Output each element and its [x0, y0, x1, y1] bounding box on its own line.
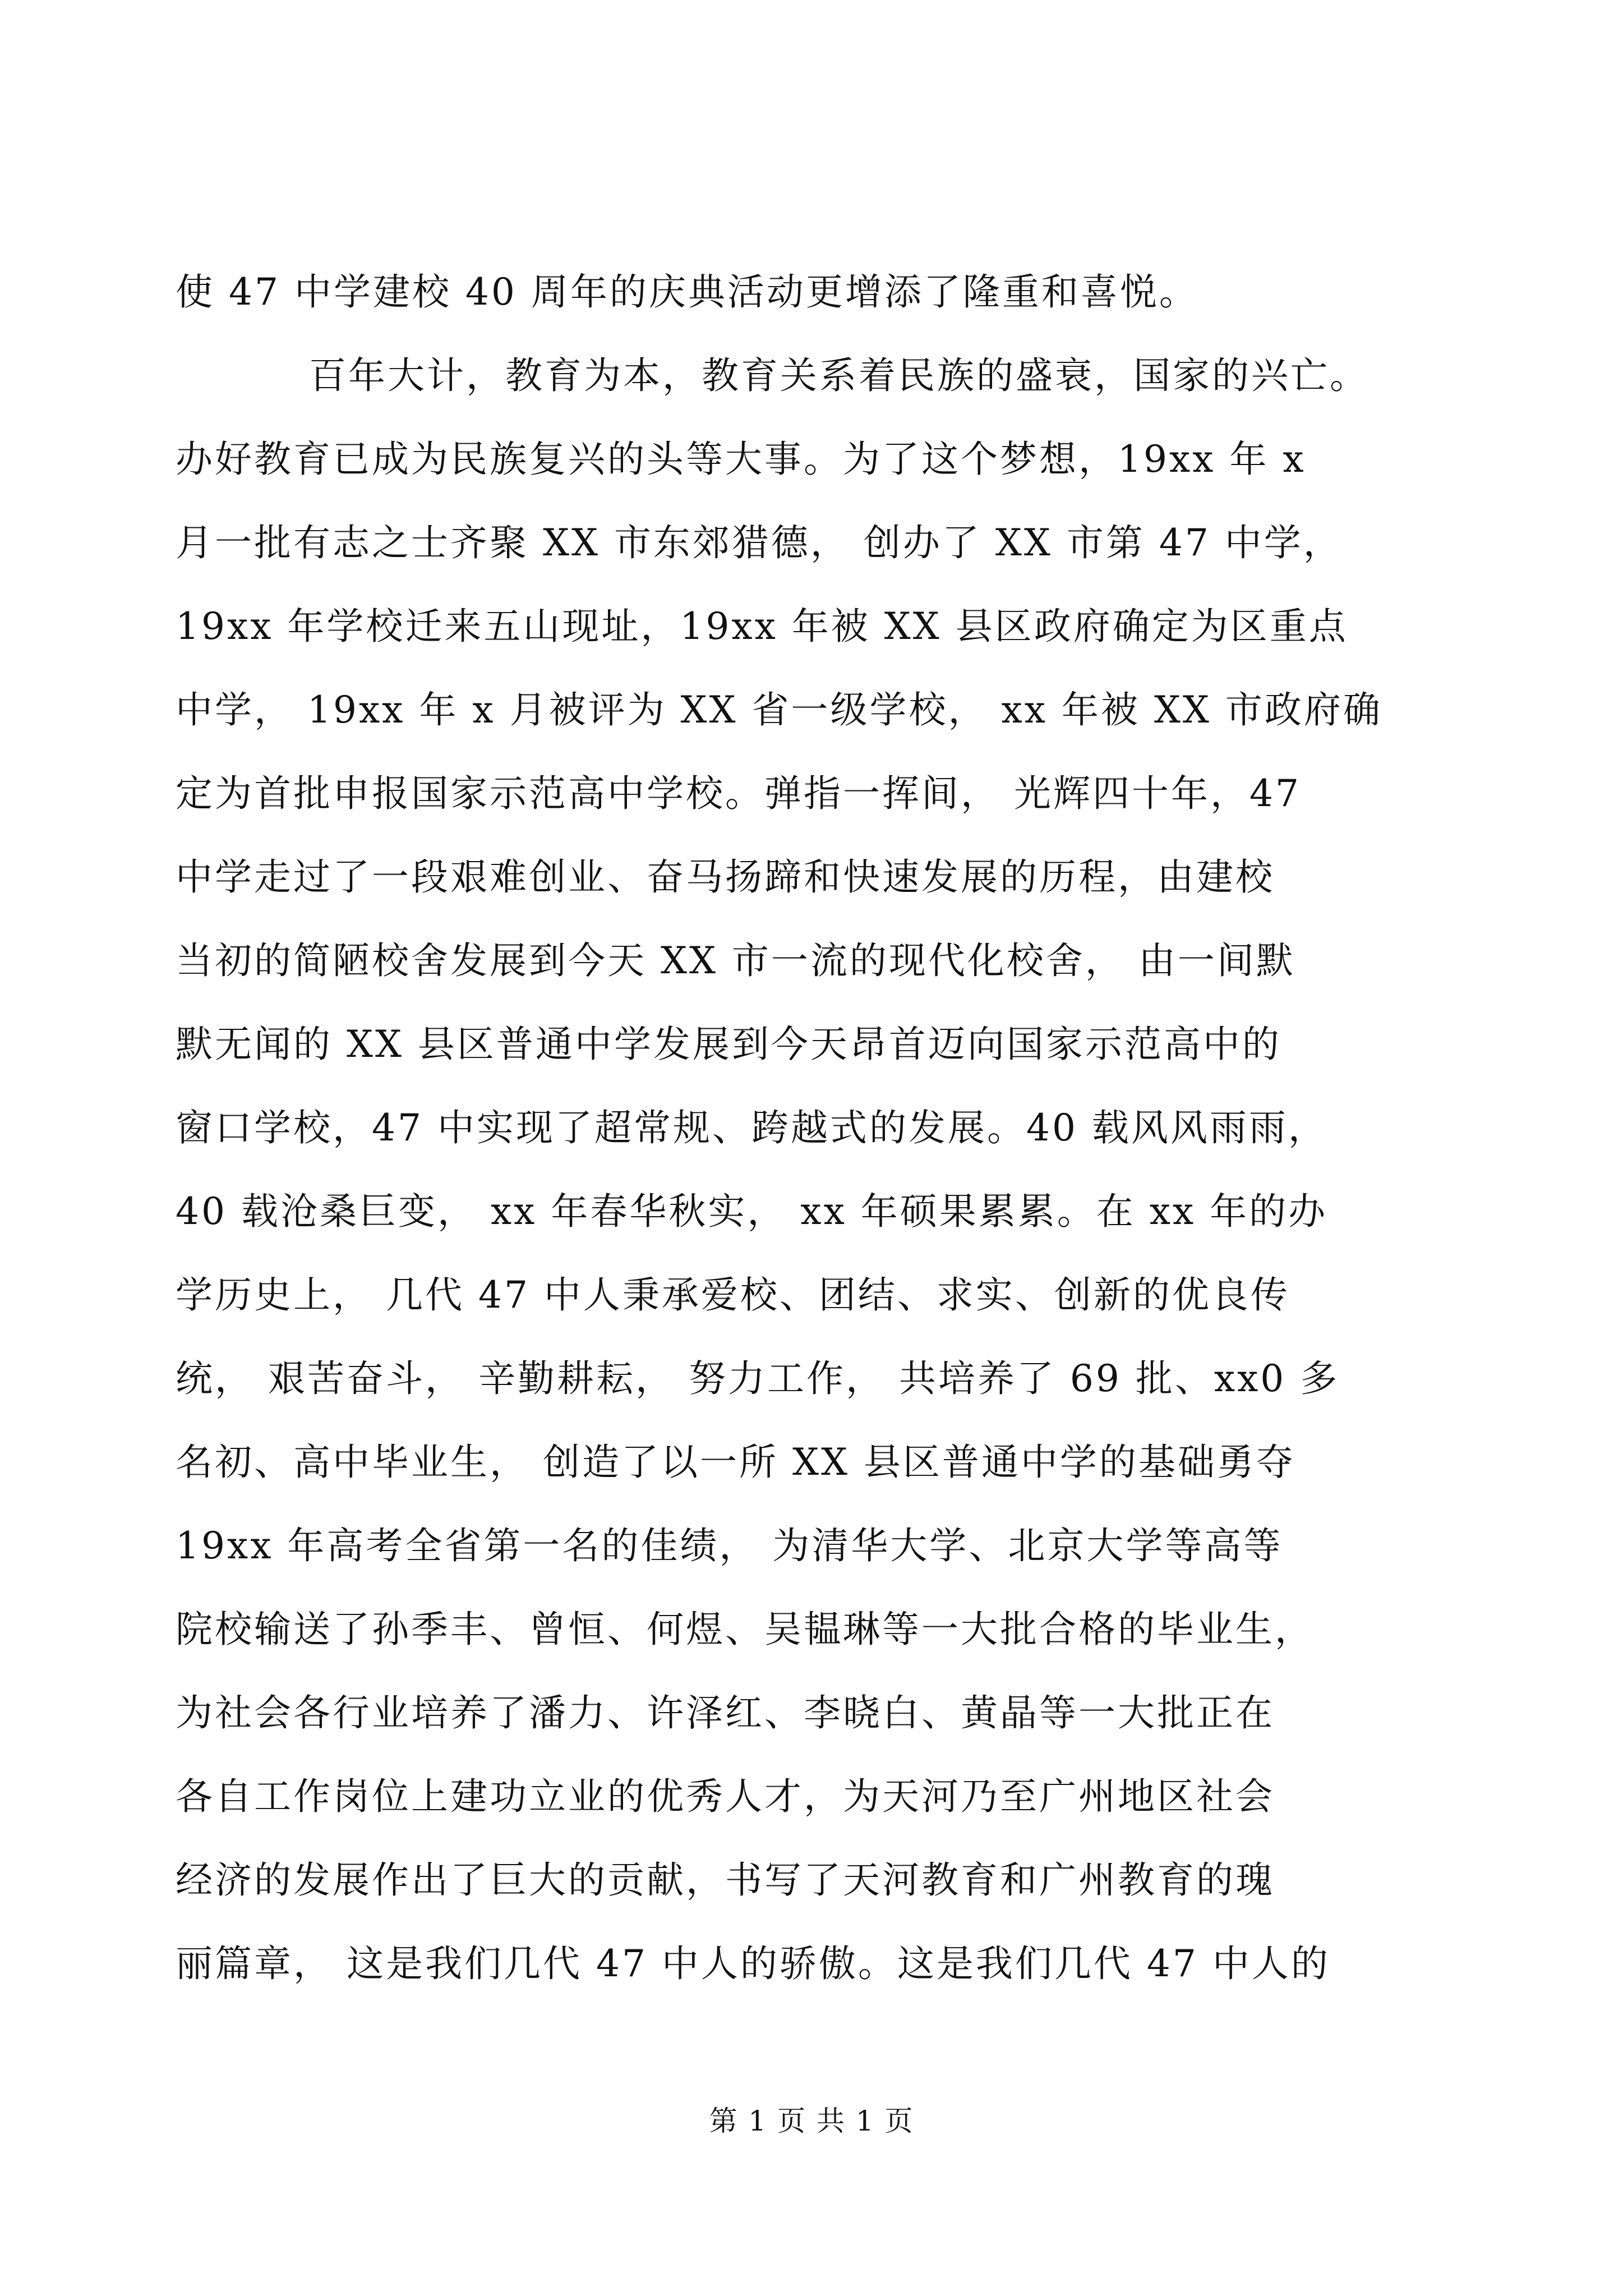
text-line: 定为首批申报国家示范高中学校。弹指一挥间， 光辉四十年，47	[176, 772, 1301, 815]
body-text	[176, 250, 1443, 2005]
text-line: 19xx 年高考全省第一名的佳绩， 为清华大学、北京大学等高等	[176, 1524, 1283, 1567]
text-line: 40 载沧桑巨变， xx 年春华秋实， xx 年硕果累累。在 xx 年的办	[176, 1190, 1328, 1233]
text-line: 使 47 中学建校 40 周年的庆典活动更增添了隆重和喜悦。	[176, 270, 1198, 314]
paragraph-first-line: 百年大计，教育为本，教育关系着民族的盛衰，国家的兴亡。	[309, 354, 1369, 397]
text-line: 学历史上， 几代 47 中人秉承爱校、团结、求实、创新的优良传	[176, 1273, 1290, 1317]
text-line: 办好教育已成为民族复兴的头等大事。为了这个梦想，19xx 年 x	[176, 438, 1306, 481]
page-footer	[0, 2101, 1623, 2141]
text-line: 院校输送了孙季丰、曾恒、何煜、吴韫琳等一大批合格的毕业生，	[176, 1608, 1314, 1651]
page-number-label: 第 1 页 共 1 页	[709, 2105, 914, 2137]
text-line: 经济的发展作出了巨大的贡献，书写了天河教育和广州教育的瑰	[176, 1858, 1275, 1902]
text-line: 中学走过了一段艰难创业、奋马扬蹄和快速发展的历程，由建校	[176, 855, 1275, 899]
text-line: 为社会各行业培养了潘力、许泽红、李晓白、黄晶等一大批正在	[176, 1691, 1275, 1734]
text-line: 中学， 19xx 年 x 月被评为 XX 省一级学校， xx 年被 XX 市政府确	[176, 688, 1382, 731]
text-line: 默无闻的 XX 县区普通中学发展到今天昂首迈向国家示范高中的	[176, 1023, 1281, 1066]
text-line: 名初、高中毕业生， 创造了以一所 XX 县区普通中学的基础勇夺	[176, 1441, 1295, 1484]
text-line: 窗口学校，47 中实现了超常规、跨越式的发展。40 载风风雨雨，	[176, 1106, 1327, 1149]
text-line: 丽篇章， 这是我们几代 47 中人的骄傲。这是我们几代 47 中人的	[176, 1942, 1330, 1985]
text-line: 各自工作岗位上建功立业的优秀人才，为天河乃至广州地区社会	[176, 1775, 1275, 1818]
text-line: 月一批有志之士齐聚 XX 市东郊猎德， 创办了 XX 市第 47 中学，	[176, 521, 1343, 564]
text-line: 19xx 年学校迁来五山现址，19xx 年被 XX 县区政府确定为区重点	[176, 605, 1348, 648]
text-line: 当初的简陋校舍发展到今天 XX 市一流的现代化校舍， 由一间默	[176, 939, 1295, 982]
text-line: 统， 艰苦奋斗， 辛勤耕耘， 努力工作， 共培养了 69 批、xx0 多	[176, 1357, 1340, 1400]
